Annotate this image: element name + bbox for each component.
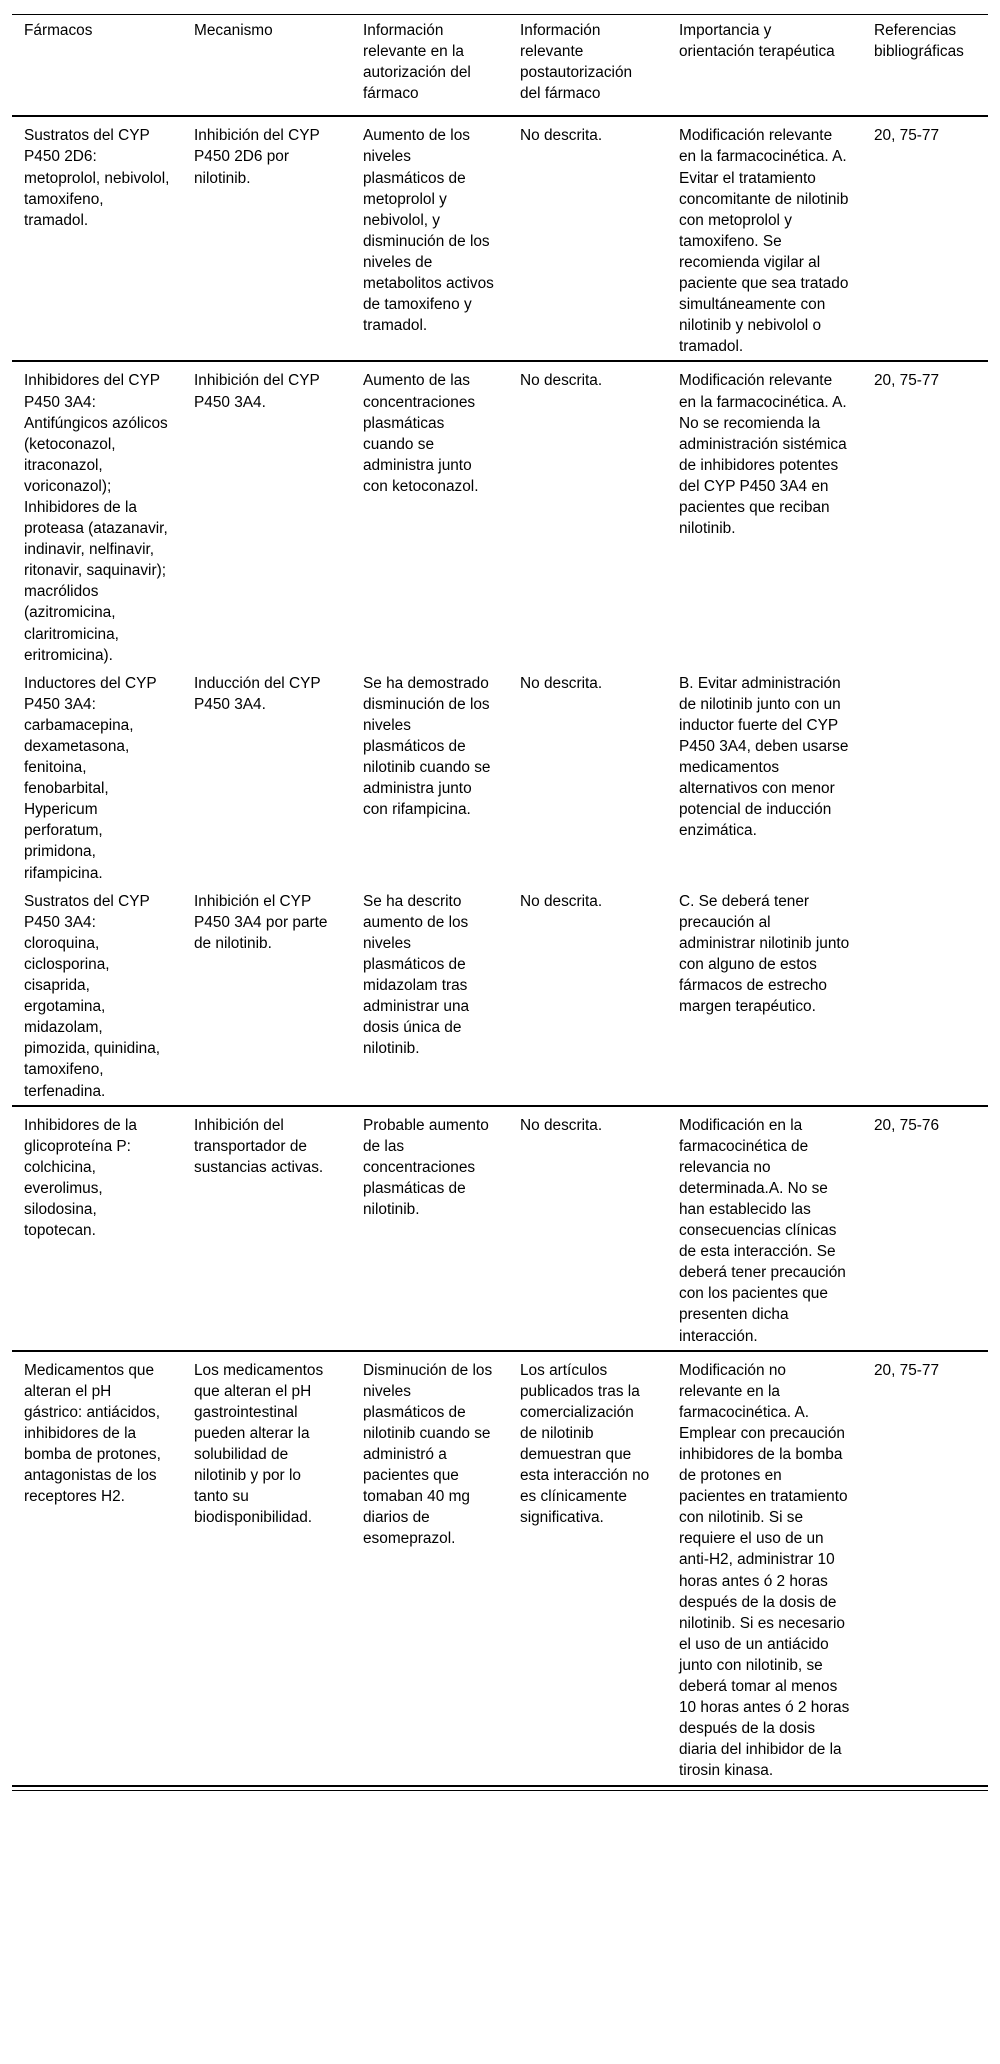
- cell-autorizacion: Aumento de las concentraciones plasmáticas cuando se administra junto con ketoconazol.: [363, 372, 479, 495]
- cell-referencias: 20, 75-76: [874, 1116, 940, 1134]
- cell-referencias: [862, 886, 988, 1106]
- header-postautorizacion: Información relevante postautorización del fármaco: [520, 22, 633, 103]
- cell-importancia: Modificación no relevante en la farmacocinética. A. Emplear con precaución inhibidores de la bomba de protones en pacientes en tratamiento con nilotinib. Si se requiere el uso de un anti-H2, administrar 10 horas antes ó 2 horas después de la dosis de nilotinib. Si es necesario el uso de un antiácido junto con nilotinib, se deberá tomar al menos 10 horas antes ó 2 horas después de la dosis diaria del inhibidor de la tirosin kinasa.: [679, 1361, 850, 1780]
- table-row: [12, 116, 988, 361]
- cell-farmacos: Sustratos del CYP P450 3A4: cloroquina, ciclosporina, cisaprida, ergotamina, midazolam, pimozida, quinidina, tamoxifeno, terfenadina.: [24, 892, 161, 1100]
- header-row: [12, 15, 988, 117]
- header-referencias: Referencias bibliográficas: [874, 22, 964, 61]
- cell-mecanismo: Inhibición del CYP P450 3A4.: [194, 372, 320, 411]
- cell-autorizacion: Probable aumento de las concentraciones plasmáticas de nilotinib.: [363, 1116, 489, 1218]
- cell-postautorizacion: No descrita.: [520, 127, 603, 145]
- cell-mecanismo: Los medicamentos que alteran el pH gastrointestinal pueden alterar la solubilidad de nilotinib y por lo tanto su biodisponibilidad.: [194, 1361, 324, 1527]
- cell-autorizacion: Se ha demostrado disminución de los niveles plasmáticos de nilotinib cuando se administra junto con rifampicina.: [363, 674, 491, 819]
- cell-referencias: 20, 75-77: [874, 372, 940, 390]
- cell-autorizacion: Se ha descrito aumento de los niveles plasmáticos de midazolam tras administrar una dosis única de nilotinib.: [363, 892, 470, 1058]
- table-bottom-rule: [12, 1785, 988, 1791]
- cell-postautorizacion: No descrita.: [520, 372, 603, 390]
- cell-mecanismo: Inhibición del transportador de sustancias activas.: [194, 1116, 324, 1176]
- cell-autorizacion: Disminución de los niveles plasmáticos de nilotinib cuando se administró a pacientes que tomaban 40 mg diarios de esomeprazol.: [363, 1361, 493, 1548]
- table-row: [12, 1106, 988, 1351]
- cell-referencias: [862, 668, 988, 886]
- interaction-table-container: [12, 14, 988, 1791]
- header-farmacos: Fármacos: [24, 22, 93, 39]
- cell-farmacos: Inhibidores del CYP P450 3A4: Antifúngicos azólicos (ketoconazol, itraconazol, voriconazol); Inhibidores de la proteasa (atazanavir, indinavir, nelfinavir, ritonavir, saquinavir); macrólidos (azitromicina, claritromicina, eritromicina).: [24, 372, 168, 664]
- table-row: [12, 886, 988, 1106]
- cell-postautorizacion: No descrita.: [520, 892, 603, 910]
- header-autorizacion: Información relevante en la autorización del fármaco: [363, 22, 471, 103]
- cell-farmacos: Medicamentos que alteran el pH gástrico: antiácidos, inhibidores de la bomba de protones, antagonistas de los receptores H2.: [24, 1361, 161, 1506]
- cell-importancia: C. Se deberá tener precaución al administrar nilotinib junto con alguno de estos fármacos de estrecho margen terapéutico.: [679, 892, 850, 1016]
- cell-importancia: B. Evitar administración de nilotinib junto con un inductor fuerte del CYP P450 3A4, deben usarse medicamentos alternativos con menor potencial de inducción enzimática.: [679, 674, 849, 840]
- cell-referencias: 20, 75-77: [874, 127, 940, 145]
- table-body: [12, 116, 988, 1784]
- header-importancia: Importancia y orientación terapéutica: [679, 22, 835, 61]
- cell-farmacos: Inductores del CYP P450 3A4: carbamacepina, dexametasona, fenitoina, fenobarbital, Hypericum perforatum, primidona, rifampicina.: [24, 674, 157, 882]
- table-row: [12, 668, 988, 886]
- cell-postautorizacion: No descrita.: [520, 674, 603, 692]
- cell-mecanismo: Inhibición el CYP P450 3A4 por parte de nilotinib.: [194, 892, 328, 952]
- cell-mecanismo: Inducción del CYP P450 3A4.: [194, 674, 321, 713]
- cell-importancia: Modificación relevante en la farmacocinética. A. No se recomienda la administración sistémica de inhibidores potentes del CYP P450 3A4 en pacientes que reciban nilotinib.: [679, 372, 847, 538]
- cell-importancia: Modificación relevante en la farmacocinética. A. Evitar el tratamiento concomitante de nilotinib con metoprolol y tamoxifeno. Se recomienda vigilar al paciente que sea tratado simultáneamente con nilotinib y nebivolol o tramadol.: [679, 127, 849, 356]
- cell-postautorizacion: Los artículos publicados tras la comercialización de nilotinib demuestran que esta interacción no es clínicamente significativa.: [520, 1361, 650, 1527]
- cell-farmacos: Sustratos del CYP P450 2D6: metoprolol, nebivolol, tamoxifeno, tramadol.: [24, 127, 170, 229]
- drug-interaction-table: [12, 14, 988, 1785]
- cell-postautorizacion: No descrita.: [520, 1116, 603, 1134]
- table-header: [12, 15, 988, 117]
- cell-mecanismo: Inhibición del CYP P450 2D6 por nilotinib.: [194, 127, 320, 187]
- cell-farmacos: Inhibidores de la glicoproteína P: colchicina, everolimus, silodosina, topotecan.: [24, 1116, 137, 1240]
- cell-referencias: 20, 75-77: [874, 1361, 940, 1379]
- header-mecanismo: Mecanismo: [194, 22, 273, 39]
- cell-autorizacion: Aumento de los niveles plasmáticos de metoprolol y nebivolol, y disminución de los niveles de metabolitos activos de tamoxifeno y tramadol.: [363, 127, 494, 335]
- cell-importancia: Modificación en la farmacocinética de relevancia no determinada.A. No se han establecido las consecuencias clínicas de esta interacción. Se deberá tener precaución con los pacientes que presenten dicha interacción.: [679, 1116, 846, 1345]
- table-row: [12, 361, 988, 667]
- table-row: [12, 1351, 988, 1785]
